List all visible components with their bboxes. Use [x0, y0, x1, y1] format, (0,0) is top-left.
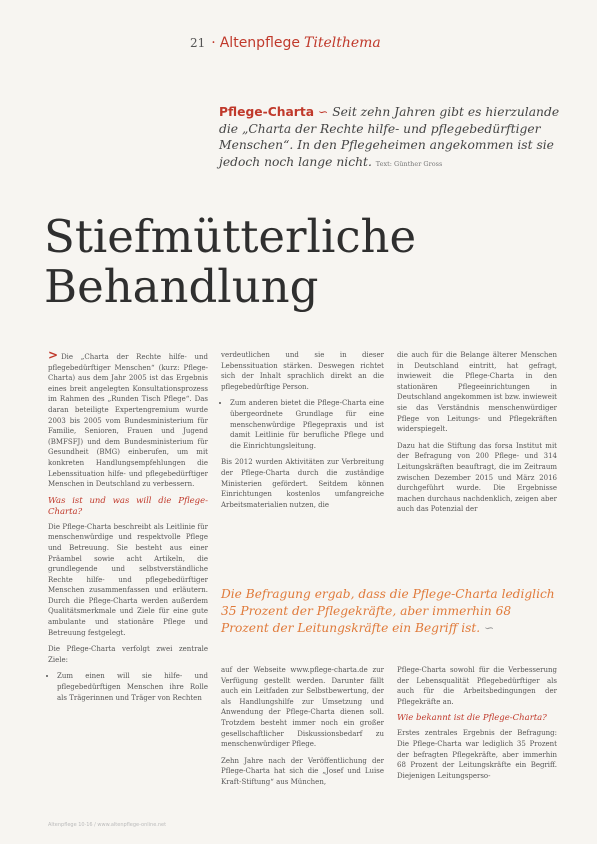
text-column-3-lower	[397, 665, 557, 787]
paragraph: verdeutlichen und sie in dieser Lebenssituation stärken. Deswegen richtet sich der Inhalt sprachlich direkt an die pflegebedürftige Person.	[221, 351, 384, 391]
pull-quote	[221, 586, 561, 637]
paragraph: Dazu hat die Stiftung das forsa Institut mit der Befragung von 200 Pflege- und 314 Leitungskräften beauftragt, die im Zeitraum zwischen Dezember 2015 und März 2016 durchgeführt wurde. Die Ergebnisse machen durchaus nachdenklich, zeigen aber auch das Potenzial der	[397, 441, 557, 514]
text-column-2	[221, 350, 384, 516]
paragraph: auf der Webseite www.pflege-charta.de zur Verfügung gestellt werden. Darunter fällt auch ein Leitfaden zur Selbstbewertung, der als Handlungshilfe zur Umsetzung und Anwendung der Pflege-Charta dienen soll. Trotzdem besteht immer noch ein großer gesellschaftlicher Diskussionsbedarf zu menschenwürdiger Pflege.	[221, 666, 384, 749]
section-theme: Titelthema	[304, 35, 381, 51]
title-line-1: Stiefmütterliche	[44, 210, 417, 263]
page-number: 21	[190, 36, 206, 50]
lead-text: Seit zehn Jahren gibt es hierzulande die „Charta der Rechte hilfe- und pflegebedürftiger Menschen“. In den Pflegeheimen angekommen ist sie jedoch noch lange nicht.	[219, 105, 560, 169]
paragraph: die auch für die Belange älterer Menschen in Deutschland eintritt, hat gefragt, inwieweit die Pflege-Charta in den stationären Pflegeeinrichtungen in Deutschland angekommen ist bzw. inwieweit sie das Verständnis menschenwürdiger Pflege von Leitungs- und Pflegekräften widerspiegelt.	[397, 351, 557, 434]
bullet-item: • Zum einen will sie hilfe- und pflegebedürftigen Menschen ihre Rolle als Trägerinnen und Träger von Rechten	[57, 671, 208, 703]
pull-quote-text: Die Befragung ergab, dass die Pflege-Charta lediglich 35 Prozent der Pflegekräfte, aber immerhin 68 Prozent der Leitungskräfte ein Begriff ist.	[221, 587, 555, 635]
paragraph	[48, 350, 208, 490]
bullet-list	[221, 398, 384, 451]
subheading: Wie bekannt ist die Pflege-Charta?	[397, 713, 547, 724]
swirl-icon: ∽	[484, 621, 495, 635]
title-line-2: Behandlung	[44, 260, 319, 313]
swirl-icon: ∽	[317, 105, 329, 119]
lead-paragraph	[219, 104, 564, 172]
separator-dot: ·	[211, 35, 216, 51]
page-header	[190, 35, 381, 51]
subheading: Was ist und was will die Pflege-Charta?	[48, 495, 208, 517]
paragraph: Erstes zentrales Ergebnis der Befragung: Die Pflege-Charta war lediglich 35 Prozent der befragten Pflegekräfte, aber immerhin 68 Prozent der Leitungskräfte ein Begriff. Diejenigen Leitungsperso-	[397, 729, 557, 780]
lead-keyword: Pflege-Charta	[219, 105, 315, 119]
author-credit: Text: Günther Gross	[375, 159, 443, 168]
text-column-2-lower	[221, 665, 384, 794]
paragraph: Die Pflege-Charta verfolgt zwei zentrale Ziele:	[48, 645, 208, 664]
arrow-icon: >	[48, 348, 59, 362]
paragraph: Zehn Jahre nach der Veröffentlichung der Pflege-Charta hat sich die „Josef und Luise Kraft-Stiftung“ aus München,	[221, 756, 384, 786]
page-footer: Altenpflege 10·16 / www.altenpflege-online.net	[48, 822, 167, 828]
paragraph: Die Pflege-Charta beschreibt als Leitlinie für menschenwürdige und respektvolle Pflege und Betreuung. Sie besteht aus einer Präambel sowie acht Artikeln, die grundlegende und selbstverständliche Rechte hilfe- und pflegebedürftiger Menschen zusammenfassen und erläutern. Durch die Pflege-Charta werden außerdem Qualitätsmerkmale und Ziele für eine gute ambulante und stationäre Pflege und Betreuung festgelegt.	[48, 522, 208, 637]
paragraph: Pflege-Charta sowohl für die Verbesserung der Lebensqualität Pflegebedürftiger als auch für die Arbeitsbedingungen der Pflegekräfte an.	[397, 666, 557, 706]
bullet-item: • Zum anderen bietet die Pflege-Charta eine übergeordnete Grundlage für eine menschenwürdige Pflegepraxis und ist damit Leitlinie für berufliche Pflege und die Einrichtungsleitung.	[230, 398, 384, 451]
article-title	[44, 212, 554, 312]
section-name: Altenpflege	[219, 35, 300, 51]
paragraph: Bis 2012 wurden Aktivitäten zur Verbreitung der Pflege-Charta durch die zuständige Ministerien gefördert. Seitdem können Einrichtungen kostenlos umfangreiche Arbeitsmaterialien nutzen, die	[221, 458, 384, 509]
paragraph-text: Die „Charta der Rechte hilfe- und pflegebedürftiger Menschen“ (kurz: Pflege-Charta) aus dem Jahr 2005 ist das Ergebnis eines breit angelegten Konsultationsprozess im Rahmen des „Runden Tisch Pflege“. Das daran beteiligte Expertengremium wurde 2003 bis 2005 vom Bundesministerium für Familie, Senioren, Frauen und Jugend (BMFSFJ) und dem Bundesministerium für Gesundheit (BMG) einberufen, um mit konkreten Handlungsempfehlungen die Lebenssituation hilfe- und pflegebedürftiger Menschen in Deutschland zu verbessern.	[48, 353, 208, 489]
bullet-list	[48, 671, 208, 703]
text-column-1	[48, 350, 208, 709]
text-column-3	[397, 350, 557, 521]
